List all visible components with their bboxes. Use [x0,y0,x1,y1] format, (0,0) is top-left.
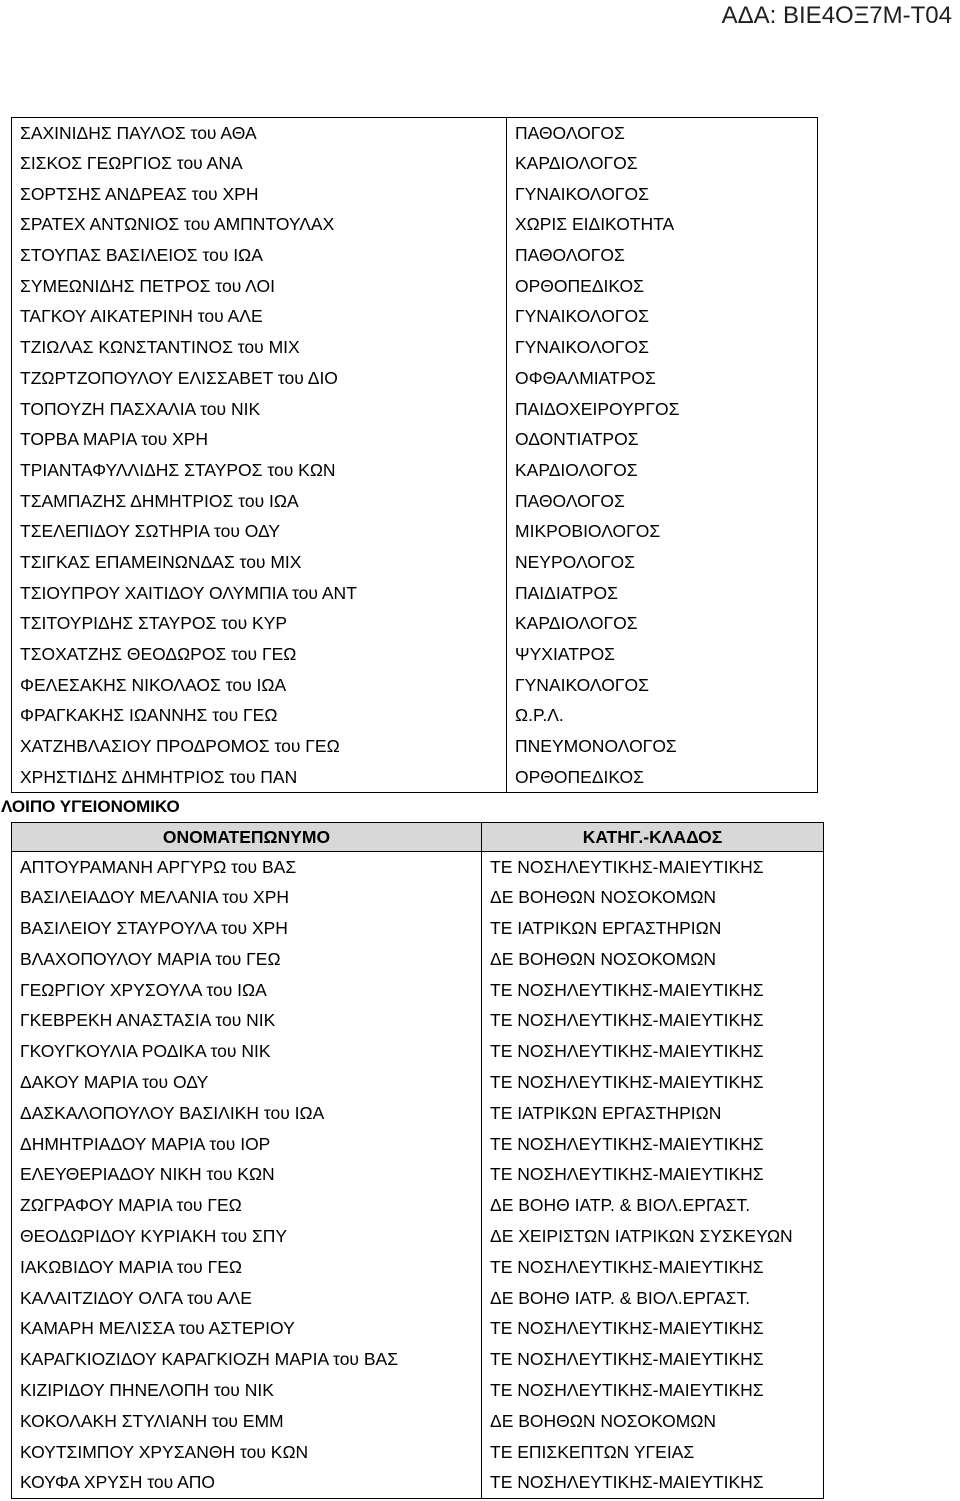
table-row [12,1129,824,1160]
specialty-cell: ΠΑΙΔΟΧΕΙΡΟΥΡΓΟΣ [507,394,818,425]
table-row [12,1036,824,1067]
staff-category-cell: ΤΕ ΝΟΣΗΛΕΥΤΙΚΗΣ-ΜΑΙΕΥΤΙΚΗΣ [482,1375,824,1406]
doctor-name-cell: ΤΣΟΧΑΤΖΗΣ ΘΕΟΔΩΡΟΣ του ΓΕΩ [12,639,507,670]
staff-name-cell: ΕΛΕΥΘΕΡΙΑΔΟΥ ΝΙΚΗ του ΚΩΝ [12,1159,482,1190]
specialty-cell: ΜΙΚΡΟΒΙΟΛΟΓΟΣ [507,516,818,547]
table-row [12,731,818,762]
specialty-cell: ΚΑΡΔΙΟΛΟΓΟΣ [507,609,818,640]
staff-name-cell: ΚΟΥΤΣΙΜΠΟΥ ΧΡΥΣΑΝΘΗ του ΚΩΝ [12,1437,482,1468]
table-row [12,363,818,394]
staff-category-cell: ΤΕ ΙΑΤΡΙΚΩΝ ΕΡΓΑΣΤΗΡΙΩΝ [482,913,824,944]
specialty-cell: ΓΥΝΑΙΚΟΛΟΓΟΣ [507,302,818,333]
doctor-name-cell: ΤΑΓΚΟΥ ΑΙΚΑΤΕΡΙΝΗ του ΑΛΕ [12,302,507,333]
specialty-cell: ΟΡΘΟΠΕΔΙΚΟΣ [507,271,818,302]
table-row [12,1190,824,1221]
table-row [12,1159,824,1190]
specialty-cell: ΟΦΘΑΛΜΙΑΤΡΟΣ [507,363,818,394]
table-row [12,975,824,1006]
doctor-name-cell: ΤΣΙΓΚΑΣ ΕΠΑΜΕΙΝΩΝΔΑΣ του ΜΙΧ [12,547,507,578]
doctor-name-cell: ΤΣΑΜΠΑΖΗΣ ΔΗΜΗΤΡΙΟΣ του ΙΩΑ [12,486,507,517]
table-row [12,701,818,732]
health-staff-table [11,822,824,1499]
table-row [12,118,818,149]
doctor-name-cell: ΣΟΡΤΣΗΣ ΑΝΔΡΕΑΣ του ΧΡΗ [12,179,507,210]
staff-category-cell: ΤΕ ΝΟΣΗΛΕΥΤΙΚΗΣ-ΜΑΙΕΥΤΙΚΗΣ [482,1067,824,1098]
table-row [12,486,818,517]
staff-category-cell: ΤΕ ΝΟΣΗΛΕΥΤΙΚΗΣ-ΜΑΙΕΥΤΙΚΗΣ [482,1005,824,1036]
staff-category-cell: ΤΕ ΝΟΣΗΛΕΥΤΙΚΗΣ-ΜΑΙΕΥΤΙΚΗΣ [482,1467,824,1498]
specialty-cell: ΓΥΝΑΙΚΟΛΟΓΟΣ [507,670,818,701]
doctors-table [11,117,818,793]
table-row [12,1467,824,1498]
staff-name-cell: ΙΑΚΩΒΙΔΟΥ ΜΑΡΙΑ του ΓΕΩ [12,1252,482,1283]
table-row [12,271,818,302]
specialty-cell: ΓΥΝΑΙΚΟΛΟΓΟΣ [507,179,818,210]
staff-name-cell: ΚΟΥΦΑ ΧΡΥΣΗ του ΑΠΟ [12,1467,482,1498]
doctor-name-cell: ΤΣΕΛΕΠΙΔΟΥ ΣΩΤΗΡΙΑ του ΟΔΥ [12,516,507,547]
table-row [12,394,818,425]
specialty-cell: ΝΕΥΡΟΛΟΓΟΣ [507,547,818,578]
doctor-name-cell: ΣΡΑΤΕΧ ΑΝΤΩΝΙΟΣ του ΑΜΠΝΤΟΥΛΑΧ [12,210,507,241]
table-row [12,1283,824,1314]
staff-category-cell: ΤΕ ΝΟΣΗΛΕΥΤΙΚΗΣ-ΜΑΙΕΥΤΙΚΗΣ [482,852,824,883]
table-row [12,332,818,363]
section-title: ΛΟΙΠΟ ΥΓΕΙΟΝΟΜΙΚΟ [1,797,180,816]
specialty-cell: ΚΑΡΔΙΟΛΟΓΟΣ [507,148,818,179]
table-row [12,1313,824,1344]
staff-category-cell: ΔΕ ΒΟΗΘ ΙΑΤΡ. & ΒΙΟΛ.ΕΡΓΑΣΤ. [482,1190,824,1221]
table-row [12,1406,824,1437]
doctor-name-cell: ΣΙΣΚΟΣ ΓΕΩΡΓΙΟΣ του ΑΝΑ [12,148,507,179]
table-row [12,1344,824,1375]
doctor-name-cell: ΤΣΙΤΟΥΡΙΔΗΣ ΣΤΑΥΡΟΣ του ΚΥΡ [12,609,507,640]
staff-name-cell: ΘΕΟΔΩΡΙΔΟΥ ΚΥΡΙΑΚΗ του ΣΠΥ [12,1221,482,1252]
doctor-name-cell: ΣΑΧΙΝΙΔΗΣ ΠΑΥΛΟΣ του ΑΘΑ [12,118,507,149]
specialty-cell: ΧΩΡΙΣ ΕΙΔΙΚΟΤΗΤΑ [507,210,818,241]
table-row [12,882,824,913]
specialty-cell: ΠΑΘΟΛΟΓΟΣ [507,240,818,271]
staff-category-cell: ΔΕ ΒΟΗΘΩΝ ΝΟΣΟΚΟΜΩΝ [482,882,824,913]
table-row [12,547,818,578]
staff-name-cell: ΔΑΣΚΑΛΟΠΟΥΛΟΥ ΒΑΣΙΛΙΚΗ του ΙΩΑ [12,1098,482,1129]
table-row [12,424,818,455]
specialty-cell: ΟΔΟΝΤΙΑΤΡΟΣ [507,424,818,455]
header-name: ΟΝΟΜΑΤΕΠΩΝΥΜΟ [12,823,482,852]
table-row [12,179,818,210]
table-row [12,1005,824,1036]
staff-category-cell: ΤΕ ΕΠΙΣΚΕΠΤΩΝ ΥΓΕΙΑΣ [482,1437,824,1468]
table-row [12,148,818,179]
table-row [12,1067,824,1098]
staff-name-cell: ΔΗΜΗΤΡΙΑΔΟΥ ΜΑΡΙΑ του ΙΟΡ [12,1129,482,1160]
table-row [12,455,818,486]
staff-category-cell: ΤΕ ΝΟΣΗΛΕΥΤΙΚΗΣ-ΜΑΙΕΥΤΙΚΗΣ [482,1344,824,1375]
table-row [12,1221,824,1252]
table-row [12,609,818,640]
staff-category-cell: ΤΕ ΝΟΣΗΛΕΥΤΙΚΗΣ-ΜΑΙΕΥΤΙΚΗΣ [482,1313,824,1344]
specialty-cell: ΚΑΡΔΙΟΛΟΓΟΣ [507,455,818,486]
staff-category-cell: ΤΕ ΝΟΣΗΛΕΥΤΙΚΗΣ-ΜΑΙΕΥΤΙΚΗΣ [482,1036,824,1067]
health-staff-table-body [12,852,824,1499]
staff-name-cell: ΓΚΕΒΡΕΚΗ ΑΝΑΣΤΑΣΙΑ του ΝΙΚ [12,1005,482,1036]
specialty-cell: ΓΥΝΑΙΚΟΛΟΓΟΣ [507,332,818,363]
staff-name-cell: ΚΟΚΟΛΑΚΗ ΣΤΥΛΙΑΝΗ του ΕΜΜ [12,1406,482,1437]
staff-name-cell: ΓΕΩΡΓΙΟΥ ΧΡΥΣΟΥΛΑ του ΙΩΑ [12,975,482,1006]
table-row [12,944,824,975]
specialty-cell: ΠΑΘΟΛΟΓΟΣ [507,118,818,149]
table-row [12,1252,824,1283]
header-category: ΚΑΤΗΓ.-ΚΛΑΔΟΣ [482,823,824,852]
table-row [12,240,818,271]
doctor-name-cell: ΤΣΙΟΥΠΡΟΥ ΧΑΙΤΙΔΟΥ ΟΛΥΜΠΙΑ του ΑΝΤ [12,578,507,609]
table-row [12,670,818,701]
staff-category-cell: ΔΕ ΒΟΗΘ ΙΑΤΡ. & ΒΙΟΛ.ΕΡΓΑΣΤ. [482,1283,824,1314]
staff-name-cell: ΚΑΜΑΡΗ ΜΕΛΙΣΣΑ του ΑΣΤΕΡΙΟΥ [12,1313,482,1344]
table-row [12,1098,824,1129]
doctor-name-cell: ΤΟΠΟΥΖΗ ΠΑΣΧΑΛΙΑ του ΝΙΚ [12,394,507,425]
staff-name-cell: ΑΠΤΟΥΡΑΜΑΝΗ ΑΡΓΥΡΩ του ΒΑΣ [12,852,482,883]
staff-name-cell: ΚΑΛΑΙΤΖΙΔΟΥ ΟΛΓΑ του ΑΛΕ [12,1283,482,1314]
table-row [12,210,818,241]
staff-name-cell: ΚΙΖΙΡΙΔΟΥ ΠΗΝΕΛΟΠΗ του ΝΙΚ [12,1375,482,1406]
doctor-name-cell: ΧΡΗΣΤΙΔΗΣ ΔΗΜΗΤΡΙΟΣ του ΠΑΝ [12,762,507,793]
specialty-cell: ΠΑΘΟΛΟΓΟΣ [507,486,818,517]
table-row [12,1375,824,1406]
table-row [12,302,818,333]
staff-name-cell: ΒΛΑΧΟΠΟΥΛΟΥ ΜΑΡΙΑ του ΓΕΩ [12,944,482,975]
staff-category-cell: ΤΕ ΙΑΤΡΙΚΩΝ ΕΡΓΑΣΤΗΡΙΩΝ [482,1098,824,1129]
staff-category-cell: ΔΕ ΒΟΗΘΩΝ ΝΟΣΟΚΟΜΩΝ [482,1406,824,1437]
specialty-cell: ΨΥΧΙΑΤΡΟΣ [507,639,818,670]
table-row [12,516,818,547]
doctor-name-cell: ΤΖΙΩΛΑΣ ΚΩΝΣΤΑΝΤΙΝΟΣ του ΜΙΧ [12,332,507,363]
staff-category-cell: ΤΕ ΝΟΣΗΛΕΥΤΙΚΗΣ-ΜΑΙΕΥΤΙΚΗΣ [482,975,824,1006]
doctor-name-cell: ΤΡΙΑΝΤΑΦΥΛΛΙΔΗΣ ΣΤΑΥΡΟΣ του ΚΩΝ [12,455,507,486]
doctors-table-body [12,118,818,793]
staff-category-cell: ΔΕ ΒΟΗΘΩΝ ΝΟΣΟΚΟΜΩΝ [482,944,824,975]
doctor-name-cell: ΧΑΤΖΗΒΛΑΣΙΟΥ ΠΡΟΔΡΟΜΟΣ του ΓΕΩ [12,731,507,762]
staff-name-cell: ΚΑΡΑΓΚΙΟΖΙΔΟΥ ΚΑΡΑΓΚΙΟΖΗ ΜΑΡΙΑ του ΒΑΣ [12,1344,482,1375]
table-row [12,639,818,670]
doctor-name-cell: ΦΡΑΓΚΑΚΗΣ ΙΩΑΝΝΗΣ του ΓΕΩ [12,701,507,732]
doctor-name-cell: ΤΟΡΒΑ ΜΑΡΙΑ του ΧΡΗ [12,424,507,455]
specialty-cell: Ω.Ρ.Λ. [507,701,818,732]
table-header-row [12,823,824,852]
specialty-cell: ΠΝΕΥΜΟΝΟΛΟΓΟΣ [507,731,818,762]
staff-category-cell: ΤΕ ΝΟΣΗΛΕΥΤΙΚΗΣ-ΜΑΙΕΥΤΙΚΗΣ [482,1129,824,1160]
table-row [12,762,818,793]
table-row [12,913,824,944]
table-row [12,578,818,609]
table-row [12,852,824,883]
table-row [12,1437,824,1468]
staff-name-cell: ΔΑΚΟΥ ΜΑΡΙΑ του ΟΔΥ [12,1067,482,1098]
staff-name-cell: ΖΩΓΡΑΦΟΥ ΜΑΡΙΑ του ΓΕΩ [12,1190,482,1221]
doctor-name-cell: ΣΥΜΕΩΝΙΔΗΣ ΠΕΤΡΟΣ του ΛΟΙ [12,271,507,302]
specialty-cell: ΠΑΙΔΙΑΤΡΟΣ [507,578,818,609]
doctor-name-cell: ΦΕΛΕΣΑΚΗΣ ΝΙΚΟΛΑΟΣ του ΙΩΑ [12,670,507,701]
staff-name-cell: ΒΑΣΙΛΕΙΑΔΟΥ ΜΕΛΑΝΙΑ του ΧΡΗ [12,882,482,913]
specialty-cell: ΟΡΘΟΠΕΔΙΚΟΣ [507,762,818,793]
staff-category-cell: ΤΕ ΝΟΣΗΛΕΥΤΙΚΗΣ-ΜΑΙΕΥΤΙΚΗΣ [482,1252,824,1283]
doctor-name-cell: ΣΤΟΥΠΑΣ ΒΑΣΙΛΕΙΟΣ του ΙΩΑ [12,240,507,271]
staff-category-cell: ΔΕ ΧΕΙΡΙΣΤΩΝ ΙΑΤΡΙΚΩΝ ΣΥΣΚΕΥΩΝ [482,1221,824,1252]
ada-code: ΑΔΑ: ΒΙΕ4ΟΞ7Μ-Τ04 [721,2,952,29]
staff-name-cell: ΒΑΣΙΛΕΙΟΥ ΣΤΑΥΡΟΥΛΑ του ΧΡΗ [12,913,482,944]
staff-name-cell: ΓΚΟΥΓΚΟΥΛΙΑ ΡΟΔΙΚΑ του ΝΙΚ [12,1036,482,1067]
staff-category-cell: ΤΕ ΝΟΣΗΛΕΥΤΙΚΗΣ-ΜΑΙΕΥΤΙΚΗΣ [482,1159,824,1190]
doctor-name-cell: ΤΖΩΡΤΖΟΠΟΥΛΟΥ ΕΛΙΣΣΑΒΕΤ του ΔΙΟ [12,363,507,394]
